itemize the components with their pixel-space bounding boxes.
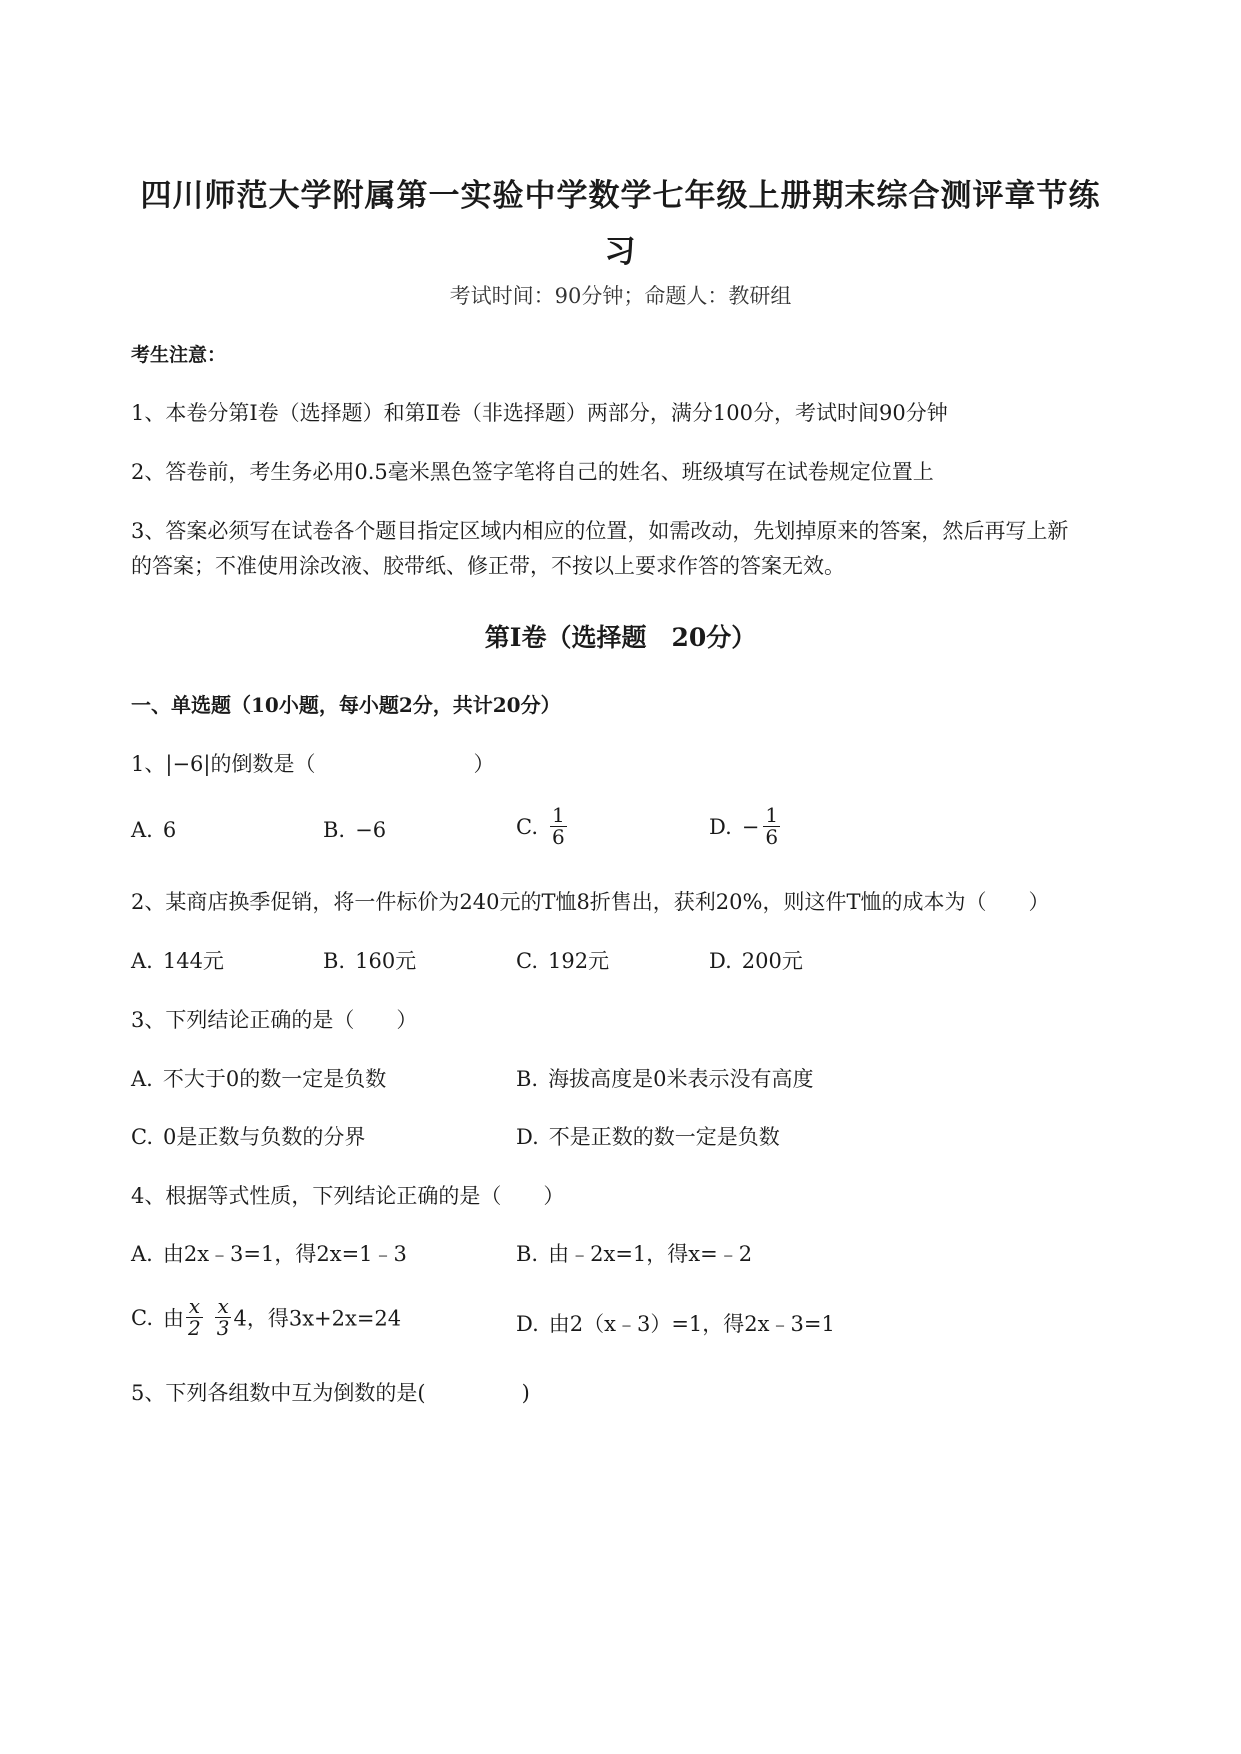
part-heading: 一、单选题（10小题，每小题2分，共计20分） xyxy=(131,693,561,717)
exam-info: 考试时间：90分钟；命题人：教研组 xyxy=(449,284,792,308)
question-1-stem xyxy=(131,748,494,778)
option-d[interactable]: D. 由2（x﹣3）=1，得2x﹣3=1 xyxy=(516,1312,835,1336)
option-d[interactable]: D. − $\frac{1}{6}$ xyxy=(709,803,779,849)
fraction: $\frac{x}{2}$ xyxy=(188,1294,201,1340)
page-title-continued: 习 xyxy=(604,234,637,270)
question-number: 1、 xyxy=(131,752,166,776)
option-a[interactable]: A. 6 xyxy=(131,818,177,842)
option-a[interactable]: A. 由2x﹣3=1，得2x=1﹣3 xyxy=(131,1242,407,1266)
option-b[interactable]: B. 由﹣2x=1，得x=﹣2 xyxy=(516,1242,753,1266)
question-3-stem: 3、下列结论正确的是（ ） xyxy=(131,1008,418,1032)
option-b[interactable]: B. −6 xyxy=(323,818,387,842)
option-d[interactable]: D. 200元 xyxy=(709,949,803,973)
question-2-stem: 2、某商店换季促销，将一件标价为240元的T恤8折售出，获利20%，则这件T恤的成本为（ ） xyxy=(131,890,1050,914)
option-b[interactable]: B. 160元 xyxy=(323,949,417,973)
question-text: 的倒数是（ xyxy=(210,752,316,776)
option-c[interactable]: C. $\frac{1}{6}$ xyxy=(516,803,565,849)
question-4-stem: 4、根据等式性质，下列结论正确的是（ ） xyxy=(131,1184,565,1208)
notice-item-continued: 的答案；不准使用涂改液、胶带纸、修正带，不按以上要求作答的答案无效。 xyxy=(131,554,845,578)
notice-item: 2、答卷前，考生务必用0.5毫米黑色签字笔将自己的姓名、班级填写在试卷规定位置上 xyxy=(131,460,934,484)
notice-item: 3、答案必须写在试卷各个题目指定区域内相应的位置，如需改动，先划掉原来的答案，然后再写上新 xyxy=(131,519,1069,543)
page-title: 四川师范大学附属第一实验中学数学七年级上册期末综合测评章节练 xyxy=(140,178,1101,214)
question-5-stem: 5、下列各组数中互为倒数的是( ) xyxy=(131,1381,530,1405)
section-title: 第Ⅰ卷（选择题 20分） xyxy=(484,623,757,652)
option-b[interactable]: B. 海拔高度是0米表示没有高度 xyxy=(516,1067,814,1091)
notice-heading: 考生注意： xyxy=(131,344,227,366)
option-a[interactable]: A. 不大于0的数一定是负数 xyxy=(131,1067,387,1091)
answer-paren-close: ） xyxy=(473,752,495,776)
fraction: $\frac{x}{3}$ xyxy=(216,1294,230,1340)
option-d[interactable]: D. 不是正数的数一定是负数 xyxy=(516,1125,780,1149)
notice-item: 1、本卷分第Ⅰ卷（选择题）和第Ⅱ卷（非选择题）两部分，满分100分，考试时间90分钟 xyxy=(131,401,948,425)
option-c[interactable]: C. 192元 xyxy=(516,949,610,973)
absolute-value-expression: |−6| xyxy=(165,752,211,776)
option-c[interactable]: C. 0是正数与负数的分界 xyxy=(131,1125,366,1149)
fraction: $\frac{1}{6}$ xyxy=(765,803,779,849)
option-c[interactable]: C. 由 $\frac{x}{2}$ $\frac{x}{3}$ 4，得3x+2x=24 xyxy=(131,1294,402,1340)
fraction: $\frac{1}{6}$ xyxy=(552,803,565,849)
option-a[interactable]: A. 144元 xyxy=(131,949,224,973)
